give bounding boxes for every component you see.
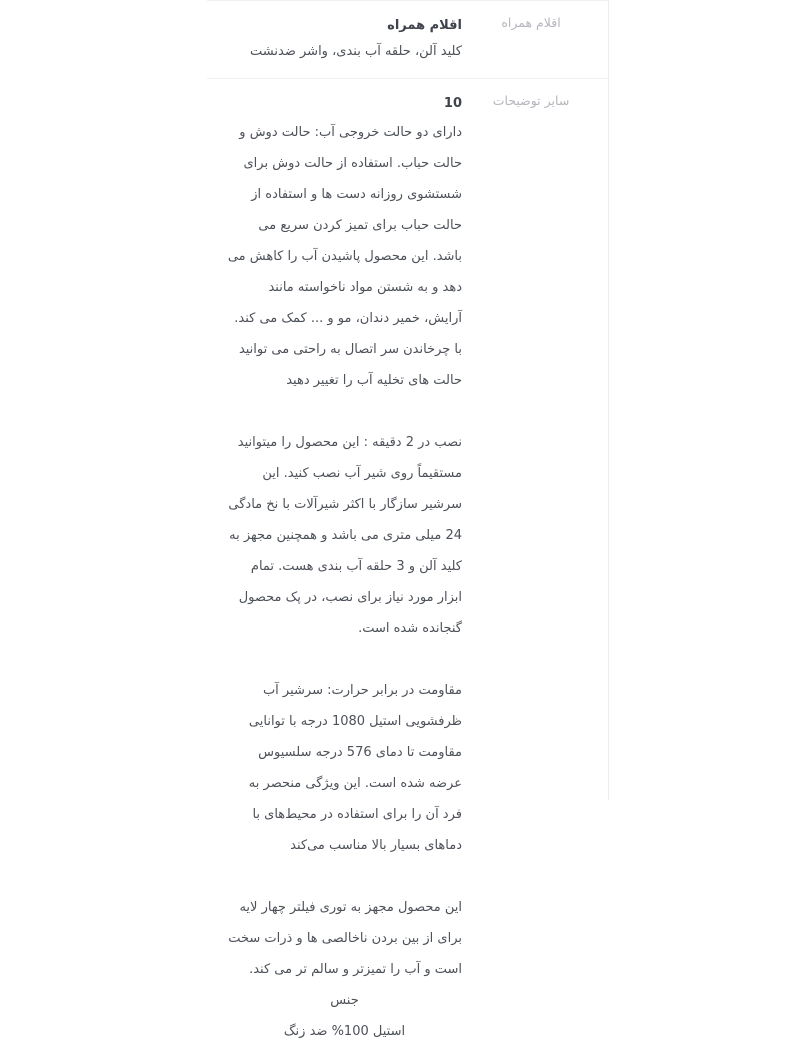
spec-label-other-description: سایر توضیحات [492, 93, 570, 108]
included-items-title: اقلام همراه [387, 18, 462, 33]
spec-row-included-items [207, 0, 608, 78]
material-label: جنس [330, 993, 359, 1008]
specs-container [207, 0, 608, 1039]
included-items-list: کلید آلن، حلقه آب بندی، واشر ضدنشت [250, 44, 462, 59]
description-paragraph-2: نصب در 2 دقیقه : این محصول را میتوانید مستقیماً روی شیر آب نصب کنید. این سرشیر سازگار با اکثر شیرآلات با نخ مادگی 24 میلی متری می باشد و همچنین مجهز به کلید آلن و 3 حلقه آب بندی هست. تمام ابزار مورد نیاز برای نصب، در پک محصول گنجانده شده است. [228, 435, 462, 636]
spec-row-other-description [207, 78, 608, 1060]
spec-label-included-items: اقلام همراه [501, 15, 561, 30]
product-description-body [217, 117, 462, 1047]
material-value: استیل 100% ضد زنگ [283, 1024, 406, 1039]
description-paragraph-1: دارای دو حالت خروجی آب: حالت دوش و حالت حباب. استفاده از حالت دوش برای شستشوی روزانه دست ها و استفاده از حالت حباب برای تمیز کردن سریع می باشد. این محصول پاشیدن آب را کاهش می دهد و به شستن مواد ناخواسته مانند آرایش، خمیر دندان، مو و ... کمک می کند. با چرخاندن سر اتصال به راحتی می توانید حالت های تخلیه آب را تغییر دهید [227, 125, 462, 388]
spec-value-other-description [207, 91, 462, 1047]
vertical-divider [608, 0, 609, 800]
description-paragraph-4: این محصول مجهز به توری فیلتر چهار لایه برای از بین بردن ناخالصی ها و ذرات سخت است و آب را تمیزتر و سالم تر می کند. [228, 900, 462, 977]
other-description-count: 10 [443, 96, 462, 111]
spec-value-included-items [207, 13, 462, 65]
description-paragraph-3: مقاومت در برابر حرارت: سرشیر آب ظرفشویی استیل 1080 درجه با توانایی مقاومت تا دمای 576 درجه سلسیوس عرضه شده است. این ویژگی منحصر به فرد آن را برای استفاده در محیط‌های با دماهای بسیار بالا مناسب می‌کند [248, 683, 462, 853]
